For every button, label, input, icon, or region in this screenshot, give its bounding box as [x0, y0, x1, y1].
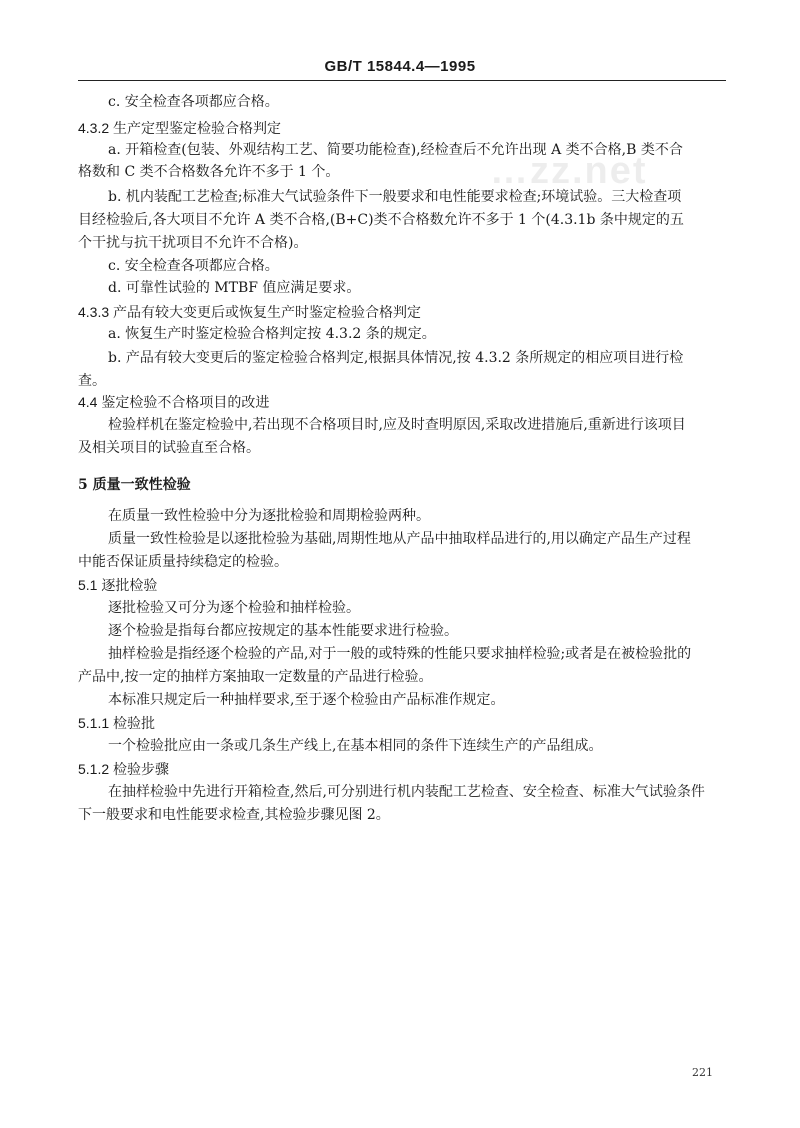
item-a-unpacking: a. 开箱检查(包装、外观结构工艺、简要功能检查),经检查后不允许出现 A 类不合格,B 类不合 — [108, 142, 683, 158]
paragraph-line: 检验样机在鉴定检验中,若出现不合格项目时,应及时查明原因,采取改进措施后,重新进行该项目 — [108, 417, 686, 433]
paragraph-line: 本标准只规定后一种抽样要求,至于逐个检验由产品标准作规定。 — [108, 692, 505, 708]
item-b-change: b. 产品有较大变更后的鉴定检验合格判定,根据具体情况,按 4.3.2 条所规定的相应项目进行检 — [108, 350, 684, 366]
paragraph-line: 在质量一致性检验中分为逐批检验和周期检验两种。 — [108, 508, 430, 524]
item-a-resume: a. 恢复生产时鉴定检验合格判定按 4.3.2 条的规定。 — [108, 326, 436, 342]
paragraph-line: 产品中,按一定的抽样方案抽取一定数量的产品进行检验。 — [78, 669, 433, 685]
item-d-mtbf: d. 可靠性试验的 MTBF 值应满足要求。 — [108, 280, 361, 296]
section-5-1-heading: 5.1 逐批检验 — [78, 577, 158, 593]
header-rule — [78, 80, 726, 81]
item-c-safety-2: c. 安全检查各项都应合格。 — [108, 258, 279, 274]
item-c-safety: c. 安全检查各项都应合格。 — [108, 94, 279, 110]
section-4-4-heading: 4.4 鉴定检验不合格项目的改进 — [78, 394, 270, 410]
paragraph-line: 格数和 C 类不合格数各允许不多于 1 个。 — [78, 164, 340, 180]
paragraph-line: 查。 — [78, 373, 106, 389]
paragraph-line: 在抽样检验中先进行开箱检查,然后,可分别进行机内装配工艺检查、安全检查、标准大气试验条件 — [108, 784, 705, 800]
section-4-3-2-heading: 4.3.2 生产定型鉴定检验合格判定 — [78, 120, 282, 136]
document-header-code: GB/T 15844.4—1995 — [324, 58, 476, 75]
section-5-1-2-heading: 5.1.2 检验步骤 — [78, 761, 170, 777]
watermark: …zz.net — [490, 150, 648, 192]
paragraph-line: 目经检验后,各大项目不允许 A 类不合格,(B+C)类不合格数允许不多于 1 个(4.3.1b 条中规定的五 — [78, 212, 684, 228]
item-b-assembly: b. 机内装配工艺检查;标准大气试验条件下一般要求和电性能要求检查;环境试验。三大检查项 — [108, 189, 682, 205]
section-4-3-3-heading: 4.3.3 产品有较大变更后或恢复生产时鉴定检验合格判定 — [78, 304, 422, 320]
section-5-heading: 5 质量一致性检验 — [78, 477, 191, 493]
paragraph-line: 逐个检验是指每台都应按规定的基本性能要求进行检验。 — [108, 623, 458, 639]
paragraph-line: 中能否保证质量持续稳定的检验。 — [78, 554, 288, 570]
page-number: 221 — [692, 1066, 713, 1079]
paragraph-line: 及相关项目的试验直至合格。 — [78, 440, 260, 456]
paragraph-line: 一个检验批应由一条或几条生产线上,在基本相同的条件下连续生产的产品组成。 — [108, 738, 603, 754]
section-5-1-1-heading: 5.1.1 检验批 — [78, 715, 156, 731]
paragraph-line: 抽样检验是指经逐个检验的产品,对于一般的或特殊的性能只要求抽样检验;或者是在被检验批的 — [108, 646, 692, 662]
paragraph-line: 下一般要求和电性能要求检查,其检验步骤见图 2。 — [78, 807, 390, 823]
paragraph-line: 质量一致性检验是以逐批检验为基础,周期性地从产品中抽取样品进行的,用以确定产品生产过程 — [108, 531, 691, 547]
paragraph-line: 逐批检验又可分为逐个检验和抽样检验。 — [108, 600, 360, 616]
paragraph-line: 个干扰与抗干扰项目不允许不合格)。 — [78, 235, 308, 251]
